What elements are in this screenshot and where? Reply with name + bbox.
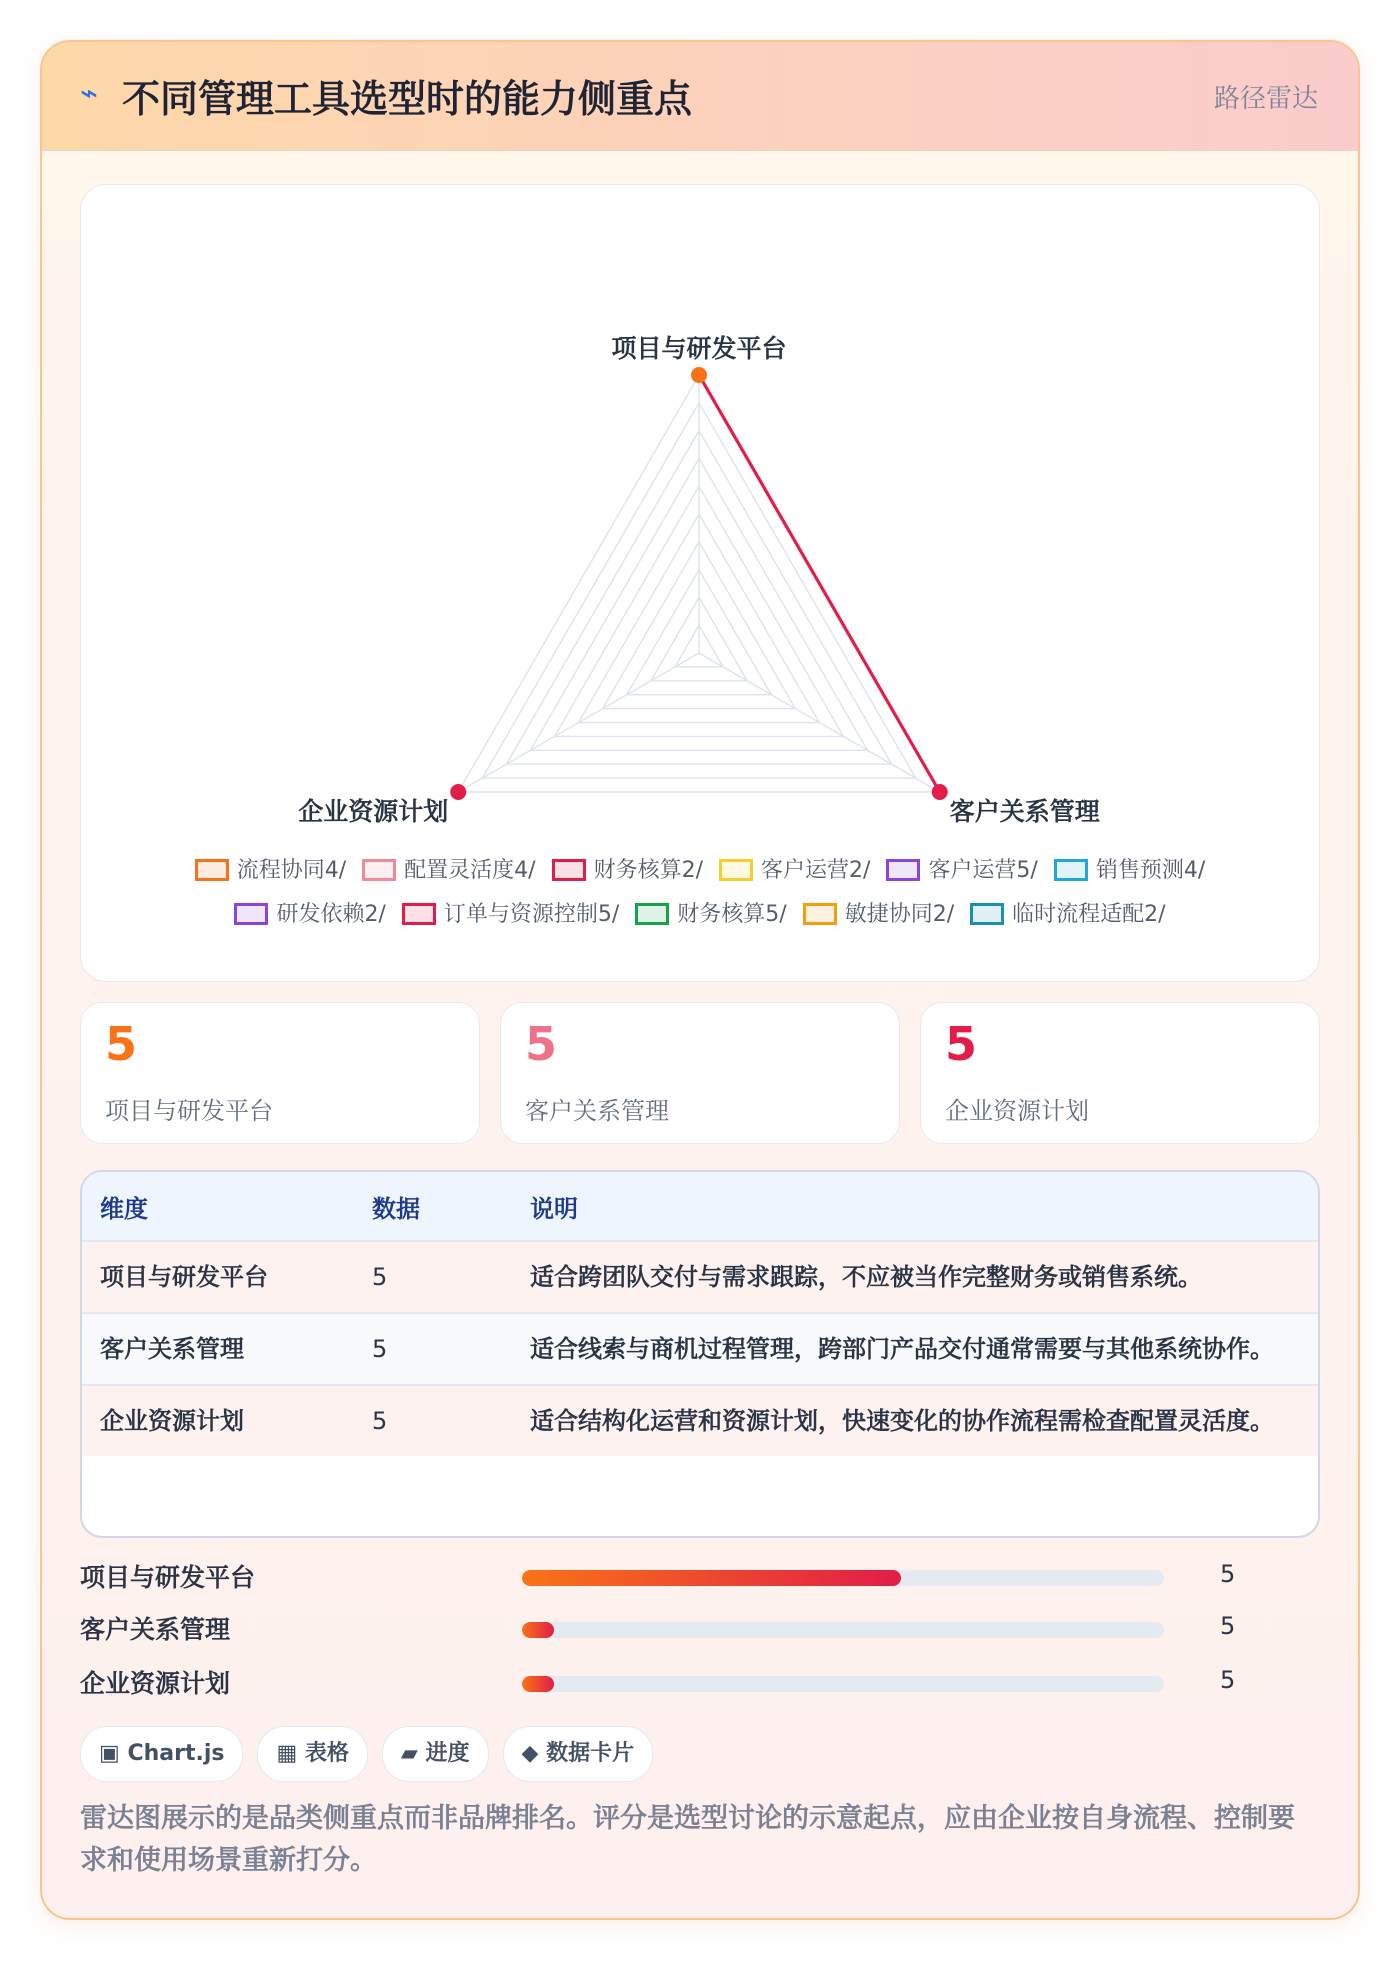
progress-label: 客户关系管理 xyxy=(80,1615,231,1644)
chip-progress[interactable]: ▰ 进度 xyxy=(382,1726,489,1782)
legend-swatch xyxy=(234,903,268,925)
legend-label: 敏捷协同2/ xyxy=(844,902,955,927)
legend-item[interactable] xyxy=(635,893,786,937)
feature-chips xyxy=(80,1726,667,1782)
radar-axis-label: 项目与研发平台 xyxy=(611,334,787,363)
table-row xyxy=(82,1241,1318,1313)
table-cell: 适合结构化运营和资源计划，快速变化的协作流程需检查配置灵活度。 xyxy=(512,1385,1318,1456)
legend-label: 配置灵活度4/ xyxy=(404,858,536,883)
column-header: 说明 xyxy=(512,1172,1318,1241)
legend-swatch xyxy=(886,859,920,881)
progress-row xyxy=(80,1608,1318,1648)
progress-row xyxy=(80,1556,1318,1596)
legend-item[interactable] xyxy=(886,849,1037,893)
stat-label: 项目与研发平台 xyxy=(105,1097,273,1125)
legend-label: 财务核算2/ xyxy=(593,858,703,883)
progress-fill xyxy=(522,1570,901,1586)
table-cell: 客户关系管理 xyxy=(82,1313,354,1385)
column-header: 数据 xyxy=(354,1172,512,1241)
legend-swatch xyxy=(719,859,753,881)
column-header: 维度 xyxy=(82,1172,354,1241)
legend-label: 财务核算5/ xyxy=(677,902,787,927)
radar-point xyxy=(691,367,707,383)
radar-axis-label: 企业资源计划 xyxy=(298,797,449,826)
report-card xyxy=(40,40,1360,1920)
legend-swatch xyxy=(195,859,229,881)
progress-row xyxy=(80,1662,1318,1702)
chip-chartjs[interactable]: ▣ Chart.js xyxy=(80,1726,243,1782)
legend-label: 客户运营5/ xyxy=(928,858,1038,883)
progress-track xyxy=(522,1676,1164,1692)
legend-item[interactable] xyxy=(803,893,954,937)
page-title: 不同管理工具选型时的能力侧重点 xyxy=(122,77,693,121)
chip-data-cards[interactable]: ◆ 数据卡片 xyxy=(503,1726,654,1782)
table-cell: 适合跨团队交付与需求跟踪，不应被当作完整财务或销售系统。 xyxy=(512,1241,1318,1313)
legend-item[interactable] xyxy=(362,849,535,893)
stat-value: 5 xyxy=(525,1017,558,1071)
radar-chart-panel xyxy=(80,184,1320,982)
radar-series-line xyxy=(699,375,940,792)
progress-value: 5 xyxy=(1220,1612,1236,1640)
progress-track xyxy=(522,1622,1164,1638)
radar-chart xyxy=(81,185,1319,845)
legend-item[interactable] xyxy=(195,849,346,893)
legend-label: 销售预测4/ xyxy=(1095,858,1206,883)
table-header-row xyxy=(82,1172,1318,1241)
stat-label: 企业资源计划 xyxy=(945,1097,1089,1125)
header-tag: 路径雷达 xyxy=(1213,84,1318,114)
table-cell: 企业资源计划 xyxy=(82,1385,354,1456)
legend-swatch xyxy=(552,859,586,881)
stat-card-erp xyxy=(920,1002,1320,1144)
table-cell: 5 xyxy=(354,1241,512,1313)
legend-item[interactable] xyxy=(552,849,703,893)
stat-card-project xyxy=(80,1002,480,1144)
chip-table[interactable]: ▦ 表格 xyxy=(257,1726,367,1782)
legend-swatch xyxy=(803,903,837,925)
stat-card-crm xyxy=(500,1002,900,1144)
legend-label: 客户运营2/ xyxy=(761,858,871,883)
progress-label: 企业资源计划 xyxy=(80,1669,231,1698)
legend-swatch xyxy=(635,903,669,925)
legend-item[interactable] xyxy=(970,893,1165,937)
progress-value: 5 xyxy=(1220,1666,1236,1694)
legend-label: 流程协同4/ xyxy=(236,858,347,883)
data-table xyxy=(82,1172,1318,1456)
stat-label: 客户关系管理 xyxy=(525,1097,669,1125)
footnote: 雷达图展示的是品类侧重点而非品牌排名。评分是选型讨论的示意起点，应由企业按自身流程、控制要求和使用场景重新打分。 xyxy=(80,1803,1295,1876)
table-cell: 项目与研发平台 xyxy=(82,1241,354,1313)
lightning-icon: ⌁ xyxy=(80,76,99,111)
table-cell: 5 xyxy=(354,1385,512,1456)
stat-value: 5 xyxy=(105,1017,138,1071)
legend-swatch xyxy=(362,859,396,881)
table-row xyxy=(82,1385,1318,1456)
legend-label: 临时流程适配2/ xyxy=(1012,902,1166,927)
legend-swatch xyxy=(402,903,436,925)
legend-item[interactable] xyxy=(234,893,385,937)
progress-track xyxy=(522,1570,1164,1586)
legend-label: 研发依赖2/ xyxy=(276,902,386,927)
stat-cards xyxy=(80,1002,1318,1144)
table-row xyxy=(82,1313,1318,1385)
chart-legend xyxy=(111,849,1289,937)
legend-swatch xyxy=(970,903,1004,925)
stat-value: 5 xyxy=(945,1017,978,1071)
legend-label: 订单与资源控制5/ xyxy=(443,902,620,927)
progress-fill xyxy=(522,1676,554,1692)
progress-label: 项目与研发平台 xyxy=(80,1563,256,1592)
table-cell: 5 xyxy=(354,1313,512,1385)
radar-point xyxy=(932,784,948,800)
data-table-wrap xyxy=(80,1170,1320,1538)
progress-value: 5 xyxy=(1220,1560,1236,1588)
legend-swatch xyxy=(1054,859,1088,881)
progress-fill xyxy=(522,1622,554,1638)
legend-item[interactable] xyxy=(1054,849,1205,893)
legend-item[interactable] xyxy=(719,849,870,893)
legend-item[interactable] xyxy=(402,893,619,937)
radar-point xyxy=(450,784,466,800)
card-header xyxy=(42,42,1358,151)
table-cell: 适合线索与商机过程管理，跨部门产品交付通常需要与其他系统协作。 xyxy=(512,1313,1318,1385)
radar-axis-label: 客户关系管理 xyxy=(949,797,1100,826)
